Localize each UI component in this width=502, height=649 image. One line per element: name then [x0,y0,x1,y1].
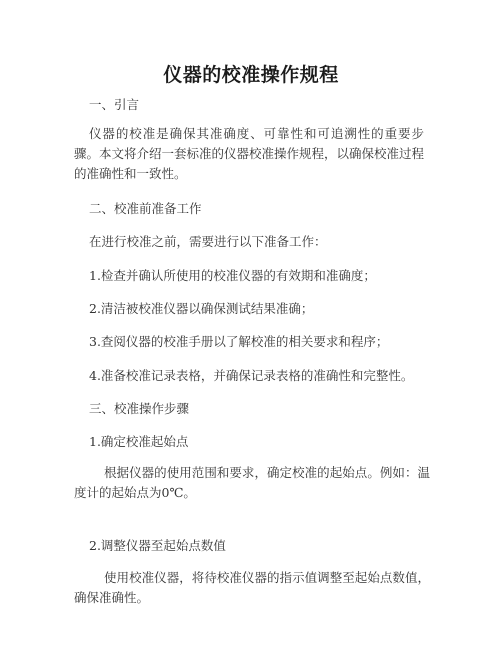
page-title: 仪器的校准操作规程 [163,64,339,86]
step-1-body: 根据仪器的使用范围和要求，确定校准的起始点。例如：温度计的起始点为0℃。 [74,465,430,500]
intro-paragraph: 仪器的校准是确保其准确度、可靠性和可追溯性的重要步骤。本文将介绍一套标准的仪器校准操作规程，以确保校准过程的准确性和一致性。 [74,126,425,181]
section-heading-preparation: 二、校准前准备工作 [89,201,202,216]
preparation-item-4: 4.准备校准记录表格，并确保记录表格的准确性和完整性。 [89,368,414,383]
step-2-body: 使用校准仪器，将待校准仪器的指示值调整至起始点数值，确保准确性。 [74,570,430,605]
preparation-item-3: 3.查阅仪器的校准手册以了解校准的相关要求和程序； [89,334,389,349]
step-2-title: 2.调整仪器至起始点数值 [89,538,226,553]
section-heading-intro: 一、引言 [89,97,140,112]
step-1-title: 1.确定校准起始点 [89,434,189,449]
preparation-intro: 在进行校准之前，需要进行以下准备工作： [89,234,327,249]
section-heading-procedure: 三、校准操作步骤 [89,401,190,416]
preparation-item-2: 2.清洁被校准仪器以确保测试结果准确； [89,301,314,316]
preparation-item-1: 1.检查并确认所使用的校准仪器的有效期和准确度； [89,268,376,283]
